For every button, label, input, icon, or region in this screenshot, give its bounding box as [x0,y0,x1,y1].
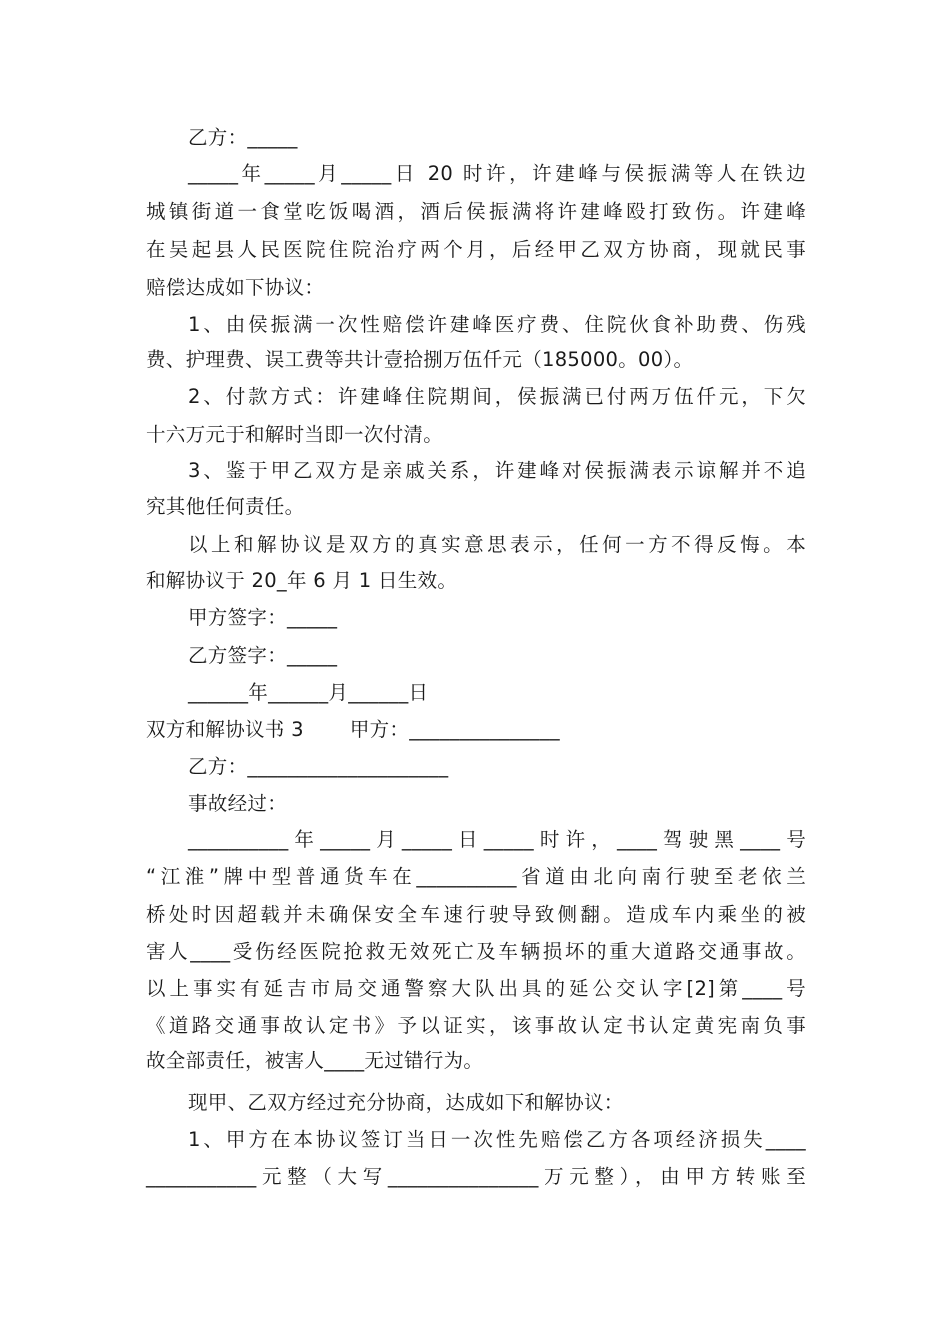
signature-date: ______年______月______日 [188,681,429,704]
clause-1-line: ___________元整（大写_______________万元整），由甲方转账至 [146,1165,806,1188]
closing-line: 和解协议于 20_年 6 月 1 日生效。 [146,569,458,592]
party-b-line: 乙方：_____ [188,126,298,149]
paragraph-line: 赔偿达成如下协议： [146,276,325,299]
accident-line: 害人____受伤经医院抢救无效死亡及车辆损坏的重大道路交通事故。 [146,940,806,963]
paragraph-line: _____年_____月_____日 20 时许，许建峰与侯振满等人在铁边 [188,162,806,185]
closing-line: 以上和解协议是双方的真实意思表示，任何一方不得反悔。本 [188,533,806,556]
party-b-signature: 乙方签字：_____ [188,644,338,667]
clause-3-line: 究其他任何责任。 [146,495,305,518]
agreement-3-title: 双方和解协议书 3 [146,718,304,741]
clause-1-line: 费、护理费、误工费等共计壹拾捌万伍仟元（185000。00）。 [146,348,694,371]
party-b-line: 乙方：____________________ [188,755,449,778]
accident-line: __________年_____月_____日_____时许，____驾驶黑____号 [188,828,806,851]
accident-line: 《道路交通事故认定书》予以证实，该事故认定书认定黄宪南负事 [146,1014,806,1037]
agreement-intro: 现甲、乙双方经过充分协商，达成如下和解协议： [188,1091,624,1114]
accident-line: “江淮”牌中型普通货车在__________省道由北向南行驶至老依兰 [146,865,806,888]
clause-2-line: 十六万元于和解时当即一次付清。 [146,423,444,446]
accident-line: 以上事实有延吉市局交通警察大队出具的延公交认字[2]第____号 [146,977,806,1000]
clause-2-line: 2、付款方式：许建峰住院期间，侯振满已付两万伍仟元，下欠 [188,385,806,408]
clause-3-line: 3、鉴于甲乙双方是亲戚关系，许建峰对侯振满表示谅解并不追 [188,459,806,482]
agreement-3-heading-row [146,717,560,743]
accident-line: 桥处时因超载并未确保安全车速行驶导致侧翻。造成车内乘坐的被 [146,903,806,926]
clause-1-line: 1、甲方在本协议签订当日一次性先赔偿乙方各项经济损失____ [188,1128,806,1151]
party-a-line: 甲方：_______________ [349,718,560,741]
clause-1-line: 1、由侯振满一次性赔偿许建峰医疗费、住院伙食补助费、伤残 [188,313,806,336]
accident-line: 故全部责任，被害人____无过错行为。 [146,1049,484,1072]
paragraph-line: 城镇街道一食堂吃饭喝酒，酒后侯振满将许建峰殴打致伤。许建峰 [146,200,806,223]
paragraph-line: 在吴起县人民医院住院治疗两个月，后经甲乙双方协商，现就民事 [146,238,806,261]
party-a-signature: 甲方签字：_____ [188,606,338,629]
accident-heading: 事故经过： [188,792,288,815]
